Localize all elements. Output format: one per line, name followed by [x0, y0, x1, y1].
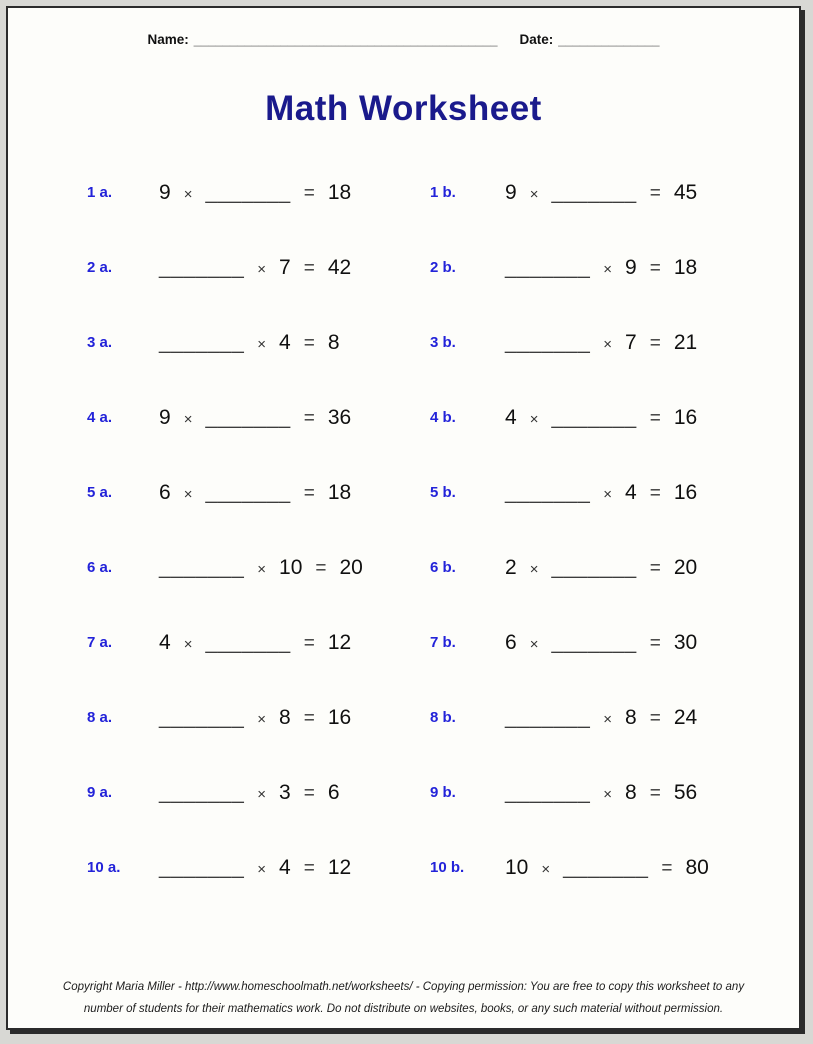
problem-label: 1 b. — [430, 184, 456, 201]
problem-row — [87, 605, 779, 680]
operand: 10 — [505, 855, 529, 879]
result-value: 36 — [327, 405, 352, 429]
problem-row — [87, 155, 779, 230]
equals-symbol: = — [649, 182, 661, 204]
problem-label: 3 b. — [430, 334, 456, 351]
problem-label: 5 b. — [430, 484, 456, 501]
equals-symbol: = — [303, 482, 315, 504]
answer-blank: _______ — [159, 255, 245, 279]
operand: 8 — [279, 705, 291, 729]
times-symbol: × — [257, 560, 267, 578]
operand: 4 — [279, 855, 291, 879]
operand: 6 — [505, 630, 517, 654]
answer-blank: _______ — [159, 555, 245, 579]
times-symbol: × — [257, 710, 267, 728]
result-value: 80 — [685, 855, 709, 879]
operand: 7 — [625, 330, 637, 354]
problem-label: 8 a. — [87, 709, 113, 726]
problem-label: 9 b. — [430, 784, 456, 801]
problem-row — [87, 830, 779, 905]
problem-expression — [505, 631, 779, 655]
operand: 7 — [279, 255, 291, 279]
problem-expression — [159, 181, 430, 205]
times-symbol: × — [529, 410, 539, 428]
equals-symbol: = — [303, 407, 315, 429]
equals-symbol: = — [661, 857, 673, 879]
operand: 9 — [159, 180, 171, 204]
times-symbol: × — [603, 785, 613, 803]
answer-blank: _______ — [159, 855, 245, 879]
operand: 8 — [625, 705, 637, 729]
answer-blank: _______ — [551, 405, 637, 429]
problem-label: 10 a. — [87, 859, 121, 876]
answer-blank: _______ — [505, 480, 591, 504]
problem-expression — [159, 856, 430, 880]
problem-expression — [505, 406, 779, 430]
result-value: 56 — [673, 780, 698, 804]
problem-expression — [159, 256, 430, 280]
times-symbol: × — [529, 185, 539, 203]
answer-blank: _______ — [563, 855, 649, 879]
equals-symbol: = — [649, 632, 661, 654]
equals-symbol: = — [303, 632, 315, 654]
problems-grid — [8, 155, 799, 905]
name-label: Name: — [147, 32, 189, 47]
result-value: 24 — [673, 705, 698, 729]
operand: 2 — [505, 555, 517, 579]
problem-label: 7 a. — [87, 634, 113, 651]
operand: 4 — [505, 405, 517, 429]
problem-expression — [159, 331, 430, 355]
equals-symbol: = — [649, 707, 661, 729]
result-value: 12 — [327, 630, 352, 654]
problem-label: 2 a. — [87, 259, 113, 276]
answer-blank: _______ — [551, 555, 637, 579]
times-symbol: × — [183, 485, 193, 503]
date-label: Date: — [519, 32, 554, 47]
operand: 4 — [625, 480, 637, 504]
equals-symbol: = — [303, 782, 315, 804]
answer-blank: _______ — [551, 630, 637, 654]
times-symbol: × — [603, 710, 613, 728]
page-title: Math Worksheet — [265, 89, 542, 128]
date-blank-line: ______________ — [558, 32, 660, 47]
operand: 6 — [159, 480, 171, 504]
problem-label: 4 a. — [87, 409, 113, 426]
times-symbol: × — [541, 860, 551, 878]
footer-line-2: number of students for their mathematics work. Do not distribute on websites, books, or any such material without permission. — [83, 1003, 724, 1015]
times-symbol: × — [257, 785, 267, 803]
equals-symbol: = — [649, 257, 661, 279]
equals-symbol: = — [649, 782, 661, 804]
operand: 9 — [159, 405, 171, 429]
problem-expression — [505, 856, 779, 880]
operand: 9 — [625, 255, 637, 279]
equals-symbol: = — [649, 482, 661, 504]
answer-blank: _______ — [159, 780, 245, 804]
problem-row — [87, 305, 779, 380]
footer — [38, 976, 769, 1020]
operand: 3 — [279, 780, 291, 804]
problem-expression — [505, 181, 779, 205]
problem-expression — [159, 481, 430, 505]
operand: 8 — [625, 780, 637, 804]
result-value: 12 — [327, 855, 352, 879]
problem-label: 5 a. — [87, 484, 113, 501]
times-symbol: × — [529, 560, 539, 578]
problem-expression — [159, 781, 430, 805]
problem-expression — [505, 706, 779, 730]
name-blank-line: __________________________________________ — [193, 32, 498, 47]
problem-row — [87, 380, 779, 455]
equals-symbol: = — [303, 182, 315, 204]
operand: 4 — [159, 630, 171, 654]
result-value: 18 — [327, 480, 352, 504]
times-symbol: × — [183, 410, 193, 428]
problem-label: 4 b. — [430, 409, 456, 426]
problem-label: 8 b. — [430, 709, 456, 726]
times-symbol: × — [603, 260, 613, 278]
operand: 4 — [279, 330, 291, 354]
times-symbol: × — [529, 635, 539, 653]
problem-row — [87, 530, 779, 605]
result-value: 20 — [673, 555, 698, 579]
problem-label: 6 a. — [87, 559, 113, 576]
problem-label: 10 b. — [430, 859, 465, 876]
operand: 9 — [505, 180, 517, 204]
result-value: 21 — [673, 330, 698, 354]
problem-row — [87, 230, 779, 305]
answer-blank: _______ — [159, 705, 245, 729]
equals-symbol: = — [303, 332, 315, 354]
problem-row — [87, 755, 779, 830]
times-symbol: × — [603, 485, 613, 503]
times-symbol: × — [183, 635, 193, 653]
problem-expression — [159, 631, 430, 655]
worksheet-page — [6, 6, 801, 1030]
problem-label: 2 b. — [430, 259, 456, 276]
result-value: 16 — [327, 705, 352, 729]
answer-blank: _______ — [205, 480, 291, 504]
answer-blank: _______ — [205, 630, 291, 654]
result-value: 18 — [673, 255, 698, 279]
times-symbol: × — [183, 185, 193, 203]
problem-label: 3 a. — [87, 334, 113, 351]
name-date-row — [8, 32, 799, 47]
problem-label: 1 a. — [87, 184, 113, 201]
result-value: 18 — [327, 180, 352, 204]
problem-row — [87, 455, 779, 530]
answer-blank: _______ — [505, 330, 591, 354]
times-symbol: × — [603, 335, 613, 353]
times-symbol: × — [257, 860, 267, 878]
problem-label: 7 b. — [430, 634, 456, 651]
equals-symbol: = — [303, 257, 315, 279]
answer-blank: _______ — [159, 330, 245, 354]
problem-expression — [159, 556, 430, 580]
equals-symbol: = — [303, 857, 315, 879]
result-value: 45 — [673, 180, 698, 204]
problem-expression — [505, 331, 779, 355]
times-symbol: × — [257, 335, 267, 353]
times-symbol: × — [257, 260, 267, 278]
answer-blank: _______ — [551, 180, 637, 204]
answer-blank: _______ — [205, 405, 291, 429]
problem-expression — [159, 706, 430, 730]
result-value: 30 — [673, 630, 698, 654]
problem-row — [87, 680, 779, 755]
problem-label: 9 a. — [87, 784, 113, 801]
result-value: 42 — [327, 255, 352, 279]
equals-symbol: = — [303, 707, 315, 729]
answer-blank: _______ — [505, 255, 591, 279]
answer-blank: _______ — [505, 705, 591, 729]
problem-expression — [505, 256, 779, 280]
problem-label: 6 b. — [430, 559, 456, 576]
operand: 10 — [279, 555, 303, 579]
result-value: 16 — [673, 480, 698, 504]
footer-line-1: Copyright Maria Miller - http://www.homeschoolmath.net/worksheets/ - Copying permission: You are free to copy this worksheet to any — [62, 981, 745, 993]
problem-expression — [159, 406, 430, 430]
result-value: 20 — [339, 555, 363, 579]
result-value: 16 — [673, 405, 698, 429]
equals-symbol: = — [315, 557, 327, 579]
result-value: 6 — [327, 780, 340, 804]
equals-symbol: = — [649, 407, 661, 429]
result-value: 8 — [327, 330, 340, 354]
problem-expression — [505, 481, 779, 505]
equals-symbol: = — [649, 557, 661, 579]
equals-symbol: = — [649, 332, 661, 354]
answer-blank: _______ — [505, 780, 591, 804]
problem-expression — [505, 556, 779, 580]
problem-expression — [505, 781, 779, 805]
answer-blank: _______ — [205, 180, 291, 204]
